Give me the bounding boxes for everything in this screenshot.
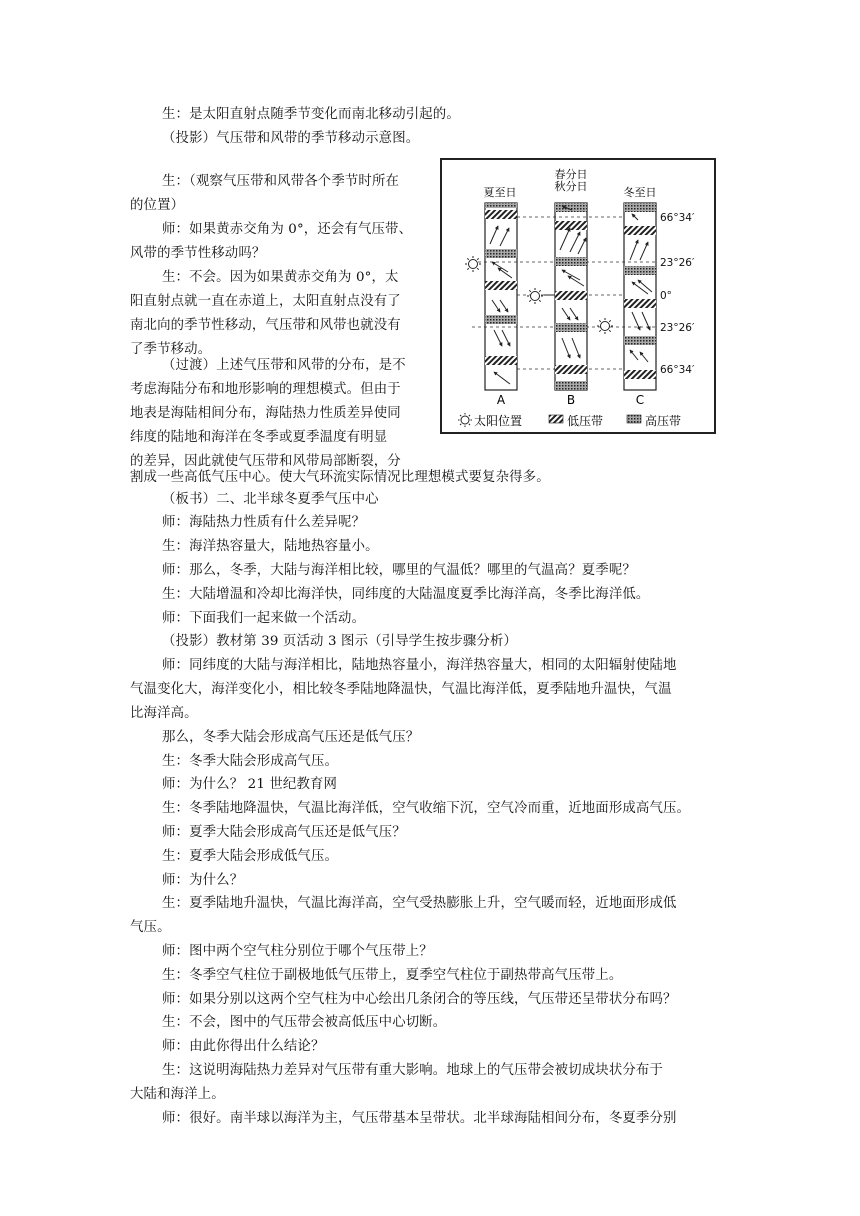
paragraph: 气温变化大，海洋变化小，相比较冬季陆地降温快，气温比海洋低，夏季陆地升温快，气温 (130, 682, 672, 697)
legend (458, 413, 681, 428)
paragraph: 南北向的季节性移动，气压带和风带也就没有 (130, 318, 401, 333)
column-b-bands (555, 203, 587, 390)
col-title-b2: 秋分日 (554, 180, 588, 193)
column-a-bands (485, 203, 517, 365)
legend-low-label: 低压带 (567, 414, 604, 428)
legend-sun-label: 太阳位置 (474, 414, 523, 428)
paragraph: （投影）教材第 39 页活动 3 图示（引导学生按步骤分析） (162, 634, 518, 649)
paragraph: 师：为什么？ (162, 873, 244, 888)
paragraph: 师：如果分别以这两个空气柱为中心绘出几条闭合的等压线，气压带还呈带状分布吗？ (162, 992, 677, 1007)
paragraph: 纬度的陆地和海洋在冬季或夏季温度有明显 (130, 430, 388, 445)
paragraph: 生：不会。因为如果黄赤交角为 0°，太 (162, 270, 399, 285)
paragraph: （投影）气压带和风带的季节移动示意图。 (162, 131, 420, 146)
legend-high-swatch (627, 415, 641, 423)
paragraph: 了季节移动。 (130, 342, 212, 357)
col-letter-a: A (496, 393, 506, 407)
paragraph: 师：为什么？ 21 世纪教育网 (162, 777, 338, 792)
col-title-b1: 春分日 (554, 168, 588, 181)
paragraph: 师：由此你得出什么结论？ (162, 1039, 325, 1054)
paragraph: 生：海洋热容量大，陆地热容量小。 (162, 539, 379, 554)
paragraph: 师：下面我们一起来做一个活动。 (162, 611, 366, 626)
sun-icon (527, 288, 543, 304)
paragraph: 生：这说明海陆热力差异对气压带有重大影响。地球上的气压带会被切成块状分布于 (162, 1063, 664, 1078)
paragraph: 师：如果黄赤交角为 0°，还会有气压带、 (162, 222, 413, 237)
paragraph: 风带的季节性移动吗？ (130, 246, 266, 261)
paragraph: 大陆和海洋上。 (130, 1087, 225, 1102)
col-title-a: 夏至日 (483, 186, 517, 199)
paragraph: 师：很好。南半球以海洋为主，气压带基本呈带状。北半球海陆相间分布，冬夏季分别 (162, 1111, 677, 1126)
sun-icon (597, 318, 613, 334)
paragraph: （板书）二、北半球冬夏季气压中心 (162, 492, 379, 507)
lat-label: 23°26′ (660, 257, 695, 269)
paragraph: 那么，冬季大陆会形成高气压还是低气压？ (162, 730, 420, 745)
col-letter-c: C (635, 393, 645, 407)
paragraph: （过渡）上述气压带和风带的分布，是不 (162, 358, 406, 373)
paragraph: 生：是太阳直射点随季节变化而南北移动引起的。 (162, 107, 460, 122)
paragraph: 师：那么，冬季，大陆与海洋相比较，哪里的气温低？哪里的气温高？夏季呢？ (162, 563, 636, 578)
paragraph: 生：夏季大陆会形成低气压。 (162, 849, 339, 864)
paragraph: 气压。 (130, 920, 171, 935)
lat-label: 23°26′ (660, 322, 695, 334)
legend-high-label: 高压带 (645, 414, 682, 428)
paragraph: 考虑海陆分布和地形影响的理想模式。但由于 (130, 382, 401, 397)
latitude-labels (660, 212, 695, 376)
paragraph: 割成一些高低气压中心。使大气环流实际情况比理想模式要复杂得多。 (130, 470, 550, 485)
paragraph: 师：图中两个空气柱分别位于哪个气压带上？ (162, 944, 433, 959)
paragraph: 生：冬季大陆会形成高气压。 (162, 754, 339, 769)
paragraph: 的差异，因此就使气压带和风带局部断裂，分 (130, 454, 401, 469)
paragraph: 生：冬季陆地降温快，气温比海洋低，空气收缩下沉，空气冷而重，近地面形成高气压。 (162, 801, 691, 816)
paragraph: 的位置） (130, 198, 185, 213)
lat-label: 66°34′ (660, 212, 695, 224)
lat-label: 66°34′ (660, 364, 695, 376)
col-letter-b: B (566, 393, 576, 407)
legend-low-swatch (549, 415, 563, 423)
figure-svg (442, 160, 714, 432)
pressure-belt-seasonal-figure (440, 158, 716, 434)
paragraph: 阳直射点就一直在赤道上，太阳直射点没有了 (130, 294, 401, 309)
paragraph: 生：大陆增温和冷却比海洋快，同纬度的大陆温度夏季比海洋高，冬季比海洋低。 (162, 587, 650, 602)
paragraph: 地表是海陆相间分布，海陆热力性质差异使同 (130, 406, 401, 421)
sun-icon (465, 256, 481, 272)
paragraph: 生：（观察气压带和风带各个季节时所在 (162, 174, 400, 189)
legend-sun-icon (458, 413, 472, 427)
lat-label: 0° (660, 290, 672, 302)
paragraph: 师：夏季大陆会形成高气压还是低气压？ (162, 825, 406, 840)
paragraph: 生：冬季空气柱位于副极地低气压带上，夏季空气柱位于副热带高气压带上。 (162, 968, 623, 983)
paragraph: 比海洋高。 (130, 706, 198, 721)
paragraph: 生：不会，图中的气压带会被高低压中心切断。 (162, 1015, 447, 1030)
col-title-c: 冬至日 (623, 186, 657, 199)
paragraph: 师：同纬度的大陆与海洋相比，陆地热容量小，海洋热容量大，相同的太阳辐射使陆地 (162, 658, 677, 673)
paragraph: 师：海陆热力性质有什么差异呢？ (162, 515, 366, 530)
paragraph: 生：夏季陆地升温快，气温比海洋高，空气受热膨胀上升，空气暖而轻，近地面形成低 (162, 896, 677, 911)
